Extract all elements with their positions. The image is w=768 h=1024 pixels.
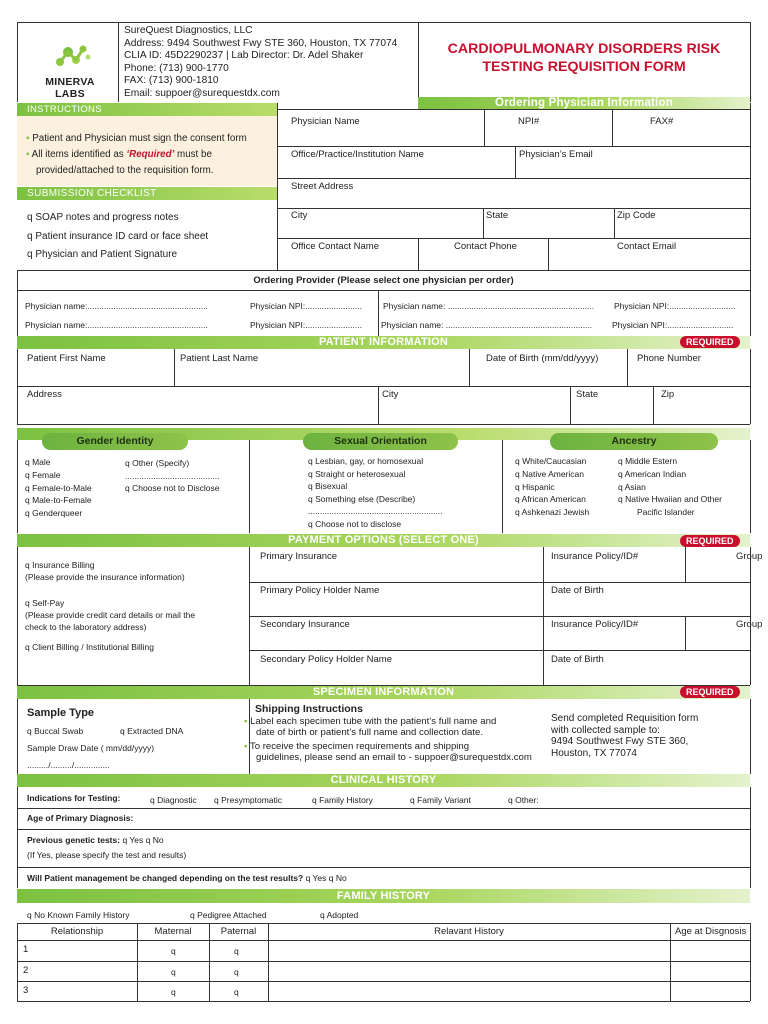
orientation-option[interactable]: q Straight or heterosexual xyxy=(308,468,406,479)
gender-identity-heading: Gender Identity xyxy=(42,433,188,450)
physician-city-field[interactable]: City xyxy=(291,210,308,221)
patient-first-name-field[interactable]: Patient First Name xyxy=(27,353,106,364)
physician-email-field[interactable]: Physician’s Email xyxy=(519,149,593,160)
company-email: Email: suppoer@surequestdx.com xyxy=(124,87,280,99)
ancestry-option[interactable]: q Native Hwaiian and Other xyxy=(618,494,722,505)
ancestry-option[interactable]: q White/Caucasian xyxy=(515,456,587,466)
orientation-option[interactable]: q Something else (Describe) xyxy=(308,493,416,504)
checklist-item[interactable]: q SOAP notes and progress notes xyxy=(27,212,179,223)
ordering-provider-heading: Ordering Provider (Please select one physician per order) xyxy=(253,275,514,286)
family-row-1-maternal[interactable]: q xyxy=(171,946,176,956)
instruction-item: provided/attached to the requisition form. xyxy=(36,165,214,176)
gender-option-mtf[interactable]: q Male-to-Female xyxy=(25,495,92,506)
patient-phone-field[interactable]: Phone Number xyxy=(637,353,701,364)
gender-option-male[interactable]: q Male xyxy=(25,457,51,467)
company-fax: FAX: (713) 900-1810 xyxy=(124,75,219,87)
secondary-holder-dob-field[interactable]: Date of Birth xyxy=(551,654,604,665)
provider-npi-4[interactable]: Physician NPI:............................ xyxy=(612,320,734,330)
checklist-item[interactable]: q Patient insurance ID card or face sheet xyxy=(27,230,209,242)
family-row-number: 3 xyxy=(23,985,29,996)
payment-self-pay-note-2: check to the laboratory address) xyxy=(25,622,147,632)
patient-last-name-field[interactable]: Patient Last Name xyxy=(180,353,259,364)
provider-npi-1[interactable]: Physician NPI:........................ xyxy=(250,301,362,311)
gender-option-ftm[interactable]: q Female-to-Male xyxy=(25,482,92,493)
sample-option-dna[interactable]: q Extracted DNA xyxy=(120,726,184,736)
payment-option-client-billing[interactable]: q Client Billing / Institutional Billing xyxy=(25,642,154,652)
family-row-3-maternal[interactable]: q xyxy=(171,987,176,997)
orientation-describe-line[interactable]: ......................................................... xyxy=(308,506,443,517)
payment-option-self-pay[interactable]: q Self-Pay xyxy=(25,598,65,608)
sample-draw-date-field[interactable]: ........./........./............... xyxy=(27,760,110,770)
family-row-2-paternal[interactable]: q xyxy=(234,967,239,977)
indication-option-diagnostic[interactable]: q Diagnostic xyxy=(150,795,197,805)
physician-name-field[interactable]: Physician Name xyxy=(291,116,360,127)
instruction-item: ▪ Patient and Physician must sign the consent form xyxy=(26,133,247,144)
form-title xyxy=(418,40,750,76)
provider-name-2[interactable]: Physician name: .............................................................. xyxy=(383,301,595,311)
family-row-3-paternal[interactable]: q xyxy=(234,987,239,997)
logo-icon xyxy=(30,40,110,72)
ancestry-option[interactable]: q Asian xyxy=(618,481,646,492)
ancestry-heading: Ancestry xyxy=(550,433,718,450)
ancestry-options-right xyxy=(618,455,722,519)
provider-npi-3[interactable]: Physician NPI:........................ xyxy=(250,320,362,330)
ancestry-option[interactable]: q African American xyxy=(515,494,586,505)
sexual-orientation-heading: Sexual Orientation xyxy=(303,433,458,450)
physician-fax-field[interactable]: FAX# xyxy=(650,116,674,127)
office-name-field[interactable]: Office/Practice/Institution Name xyxy=(291,149,424,160)
family-row-number: 1 xyxy=(23,944,29,955)
company-phone: Phone: (713) 900-1770 xyxy=(124,62,229,74)
provider-name-4[interactable]: Physician name: .............................................................. xyxy=(381,320,593,330)
column-maternal: Maternal xyxy=(154,926,192,937)
management-change-options[interactable]: q Yes q No xyxy=(305,873,347,883)
payment-self-pay-note: (Please provide credit card details or mail the xyxy=(25,610,196,620)
family-option-pedigree[interactable]: q Pedigree Attached xyxy=(190,910,267,920)
ancestry-option-continued: Pacific Islander xyxy=(637,507,695,518)
instruction-item: ▪ All items identified as ‘Required’ must be xyxy=(26,149,212,160)
payment-required-badge: REQUIRED xyxy=(680,535,740,547)
patient-zip-field[interactable]: Zip xyxy=(661,389,675,400)
street-address-field[interactable]: Street Address xyxy=(291,181,354,192)
ancestry-option[interactable]: q American Indian xyxy=(618,468,687,479)
orientation-option[interactable]: q Bisexual xyxy=(308,481,348,492)
instructions-header: INSTRUCTIONS xyxy=(17,103,277,116)
company-name: SureQuest Diagnostics, LLC xyxy=(124,25,253,36)
secondary-holder-field[interactable]: Secondary Policy Holder Name xyxy=(260,654,393,665)
column-relevant-history: Relavant History xyxy=(434,926,504,937)
patient-address-field[interactable]: Address xyxy=(27,389,62,400)
family-header: FAMILY HISTORY xyxy=(17,889,750,903)
contact-email-field[interactable]: Contact Email xyxy=(617,241,677,252)
shipping-heading: Shipping Instructions xyxy=(255,703,363,715)
secondary-group-field[interactable]: Group xyxy=(736,619,763,630)
send-to-address: Send completed Requisition form with collected sample to: 9494 Southwest Fwy STE 360, Houston, TX 77074 xyxy=(551,713,699,759)
office-contact-field[interactable]: Office Contact Name xyxy=(291,241,380,252)
checklist-item[interactable]: q Physician and Patient Signature xyxy=(27,249,178,260)
gender-option-genderqueer[interactable]: q Genderqueer xyxy=(25,508,83,519)
physician-zip-field[interactable]: Zip Code xyxy=(617,210,656,221)
instructions-list xyxy=(26,131,247,179)
orientation-options xyxy=(308,455,443,531)
payment-insurance-note: (Please provide the insurance information) xyxy=(25,572,185,582)
column-relationship: Relationship xyxy=(50,926,104,937)
payment-options xyxy=(25,559,195,653)
company-clia: CLIA ID: 45D2290237 | Lab Director: Dr. Adel Shaker xyxy=(124,50,364,62)
logo-text: MINERVA LABS xyxy=(45,76,95,100)
indication-option-family-history[interactable]: q Family History xyxy=(312,795,373,805)
payment-option-insurance[interactable]: q Insurance Billing xyxy=(25,560,95,570)
age-primary-diagnosis-field[interactable]: Age of Primary Diagnosis: xyxy=(27,813,134,823)
specimen-header: SPECIMEN INFORMATION xyxy=(17,686,750,699)
ancestry-options-left xyxy=(515,455,589,519)
gender-options-other xyxy=(125,457,220,495)
checklist-items xyxy=(27,209,208,265)
patient-city-field[interactable]: City xyxy=(382,389,399,400)
orientation-option[interactable]: q Lesbian, gay, or homosexual xyxy=(308,456,424,466)
provider-npi-2[interactable]: Physician NPI:............................ xyxy=(614,301,736,311)
patient-state-field[interactable]: State xyxy=(576,389,599,400)
gender-option-other[interactable]: q Other (Specify) xyxy=(125,458,190,468)
gender-option-female[interactable]: q Female xyxy=(25,469,61,480)
ancestry-option[interactable]: q Hispanic xyxy=(515,481,555,492)
ancestry-option[interactable]: q Native American xyxy=(515,468,584,479)
clinical-header: CLINICAL HISTORY xyxy=(17,774,750,787)
column-age-diagnosis: Age at Disgnosis xyxy=(675,926,747,937)
indication-option-other[interactable]: q Other: xyxy=(508,795,539,805)
management-change-label: Will Patient management be changed depending on the test results? xyxy=(27,873,304,883)
form-title-line1: CARDIOPULMONARY DISORDERS RISK xyxy=(447,41,721,57)
primary-insurance-field[interactable]: Primary Insurance xyxy=(260,551,338,562)
shipping-instructions: ▪ Label each specimen tube with the patient’s full name and date of birth or patient’s full name and collection date. ▪ To receive the specimen requirements and shipping guidelines, please send an email to - suppoer@surequestdx.com xyxy=(244,716,532,763)
gender-options xyxy=(25,456,92,520)
primary-holder-dob-field[interactable]: Date of Birth xyxy=(551,585,604,596)
company-address: Address: 9494 Southwest Fwy STE 360, Houston, TX 77074 xyxy=(124,37,398,49)
column-paternal: Paternal xyxy=(220,926,257,937)
sample-type-heading: Sample Type xyxy=(27,707,95,719)
ancestry-option[interactable]: q Middle Estern xyxy=(618,456,678,466)
physician-header: Ordering Physician Information xyxy=(418,97,750,109)
patient-required-badge: REQUIRED xyxy=(680,336,740,348)
secondary-policy-id-field[interactable]: Insurance Policy/ID# xyxy=(551,619,639,630)
indication-option-presymptomatic[interactable]: q Presymptomatic xyxy=(214,795,283,805)
previous-tests-note: (If Yes, please specify the test and results) xyxy=(27,850,187,860)
form-title-line2: TESTING REQUISITION FORM xyxy=(482,59,686,75)
patient-info-header: PATIENT INFORMATION xyxy=(17,336,750,349)
gender-other-line[interactable]: ........................................ xyxy=(125,470,220,481)
orientation-option-not-disclose[interactable]: q Choose not to disclose xyxy=(308,518,402,529)
primary-policy-id-field[interactable]: Insurance Policy/ID# xyxy=(551,551,639,562)
logo xyxy=(30,40,110,100)
primary-holder-field[interactable]: Primary Policy Holder Name xyxy=(260,585,380,596)
specimen-required-badge: REQUIRED xyxy=(680,686,740,698)
patient-dob-field[interactable]: Date of Birth (mm/dd/yyyy) xyxy=(486,353,599,364)
provider-name-1[interactable]: Physician name:................................................... xyxy=(25,301,208,311)
family-row-1-paternal[interactable]: q xyxy=(234,946,239,956)
provider-name-3[interactable]: Physician name:................................................... xyxy=(25,320,208,330)
physician-state-field[interactable]: State xyxy=(486,210,509,221)
previous-tests-label: Previous genetic tests: xyxy=(27,835,121,845)
family-row-number: 2 xyxy=(23,965,29,976)
secondary-insurance-field[interactable]: Secondary Insurance xyxy=(260,619,350,630)
checklist-header: SUBMISSION CHECKLIST xyxy=(17,187,277,200)
previous-tests-options[interactable]: q Yes q No xyxy=(122,835,164,845)
indication-option-family-variant[interactable]: q Family Variant xyxy=(410,795,471,805)
primary-group-field[interactable]: Group xyxy=(736,551,763,562)
contact-phone-field[interactable]: Contact Phone xyxy=(454,241,517,252)
sample-draw-date-label: Sample Draw Date ( mm/dd/yyyy) xyxy=(27,743,155,753)
ancestry-option[interactable]: q Ashkenazi Jewish xyxy=(515,507,590,518)
family-row-2-maternal[interactable]: q xyxy=(171,967,176,977)
family-option-adopted[interactable]: q Adopted xyxy=(320,910,359,920)
company-info xyxy=(124,25,397,101)
physician-npi-field[interactable]: NPI# xyxy=(518,116,540,127)
payment-header: PAYMENT OPTIONS (SELECT ONE) xyxy=(17,534,750,547)
family-option-no-known[interactable]: q No Known Family History xyxy=(27,910,130,920)
sample-option-buccal[interactable]: q Buccal Swab xyxy=(27,726,84,736)
gender-option-not-disclose[interactable]: q Choose not to Disclose xyxy=(125,483,220,493)
indications-label: Indications for Testing: xyxy=(27,793,121,803)
